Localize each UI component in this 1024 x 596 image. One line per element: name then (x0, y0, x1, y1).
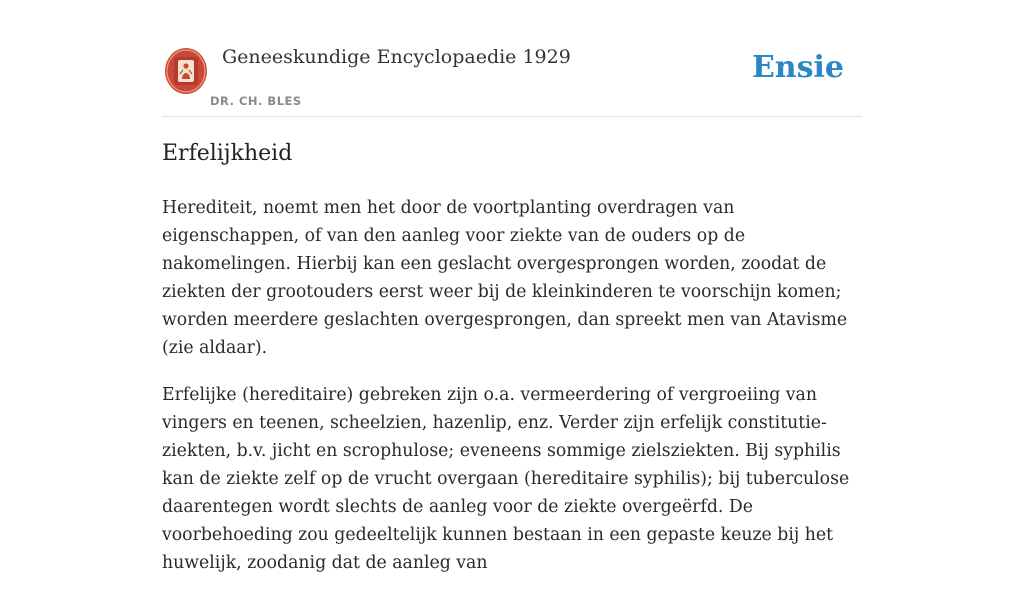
article (162, 138, 864, 596)
page-header (162, 40, 862, 117)
brand-logo[interactable]: Ensie (751, 50, 844, 85)
article-title: Erfelijkheid (162, 141, 293, 166)
article-paragraph: Herediteit, noemt men het door de voortplanting overdragen van eigenschappen, of van den aanleg voor ziekte van de ouders op de nakomelingen. Hierbij kan een geslacht overgesprongen worden, zoodat de ziekten der grootouders eerst weer bij de kleinkinderen te voorschijn komen; worden meerdere geslachten overgesprongen, dan spreekt men van Atavisme (zie aldaar). (162, 198, 848, 358)
source-title[interactable]: Geneeskundige Encyclopaedie 1929 (222, 46, 571, 68)
author-name[interactable]: DR. CH. BLES (210, 94, 302, 108)
article-paragraph: Erfelijke (hereditaire) gebreken zijn o.a. vermeerdering of vergroeiing van vingers en teenen, scheelzien, hazenlip, enz. Verder zijn erfelijk constitutie-ziekten, b.v. jicht en scrophulose; eveneens sommige zielsziekten. Bij syphilis kan de ziekte zelf op de vrucht overgaan (hereditaire syphilis); bij tuberculose daarentegen wordt slechts de aanleg voor de ziekte overgeërfd. De voorbehoeding zou gedeeltelijk kunnen bestaan in een gepaste keuze bij het huwelijk, zoodanig dat de aanleg van (162, 385, 850, 573)
book-cover-icon[interactable] (164, 47, 208, 95)
